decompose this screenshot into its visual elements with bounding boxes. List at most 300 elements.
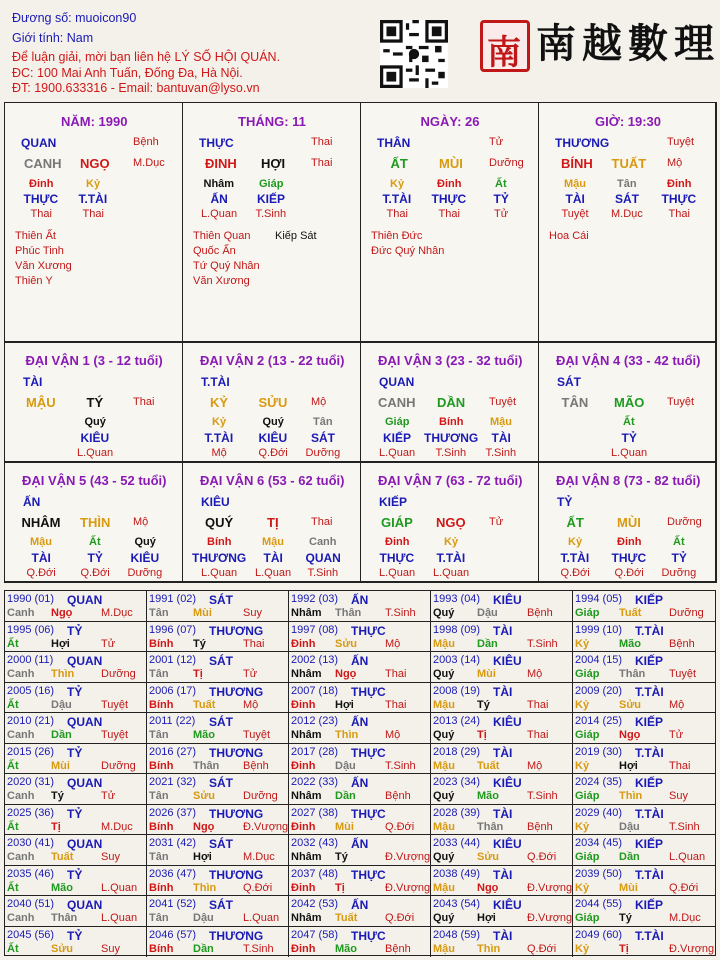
year-cell[interactable] bbox=[289, 683, 431, 714]
year-god: THỰC bbox=[351, 623, 386, 638]
year-stage: Bệnh bbox=[669, 637, 695, 650]
pillar-stage: Tử bbox=[489, 136, 504, 148]
year-cell[interactable] bbox=[5, 652, 147, 683]
year-stem: Mậu bbox=[433, 820, 455, 833]
dai-van-title: ĐẠI VẬN 5 (43 - 52 tuổi) bbox=[22, 473, 167, 488]
hidden-stem: Đinh bbox=[385, 536, 410, 548]
year-god: THƯƠNG bbox=[209, 684, 264, 699]
dai-van-branch: THÌN bbox=[80, 515, 111, 530]
hidden-stem: Nhâm bbox=[203, 178, 235, 190]
year-label: 1998 (09) bbox=[433, 623, 481, 636]
year-cell[interactable] bbox=[147, 805, 289, 836]
year-label: 1999 (10) bbox=[575, 623, 623, 636]
year-stage: Q.Đới bbox=[527, 851, 557, 863]
year-stage: Thai bbox=[243, 637, 265, 650]
year-branch: Ngọ bbox=[335, 668, 357, 680]
year-branch: Ngọ bbox=[477, 881, 499, 894]
year-stage: Tuyệt bbox=[101, 698, 129, 711]
dai-van-branch: SỬU bbox=[258, 395, 288, 410]
year-branch: Dậu bbox=[477, 607, 498, 619]
year-cell[interactable] bbox=[5, 622, 147, 653]
year-stage: Thai bbox=[385, 668, 407, 680]
hidden-stem: Bính bbox=[439, 416, 464, 428]
pillar-cell bbox=[4, 102, 183, 342]
hidden-stage: Thai bbox=[668, 208, 690, 220]
dai-van-cell bbox=[538, 462, 717, 583]
year-label: 2036 (47) bbox=[149, 867, 197, 880]
year-branch: Tị bbox=[193, 668, 203, 680]
year-stage: Đ.Vượng bbox=[669, 942, 715, 955]
year-stem: Bính bbox=[149, 759, 174, 772]
hidden-stage: M.Dục bbox=[611, 208, 643, 220]
year-god: TÀI bbox=[493, 806, 513, 821]
year-cell[interactable] bbox=[289, 927, 431, 958]
dai-van-god: TÀI bbox=[23, 375, 43, 389]
year-label: 2048 (59) bbox=[433, 928, 481, 941]
year-god: QUAN bbox=[67, 776, 103, 790]
hidden-stage: Thai bbox=[82, 208, 104, 220]
hidden-god: THỰC bbox=[379, 551, 415, 565]
year-cell[interactable] bbox=[5, 896, 147, 927]
year-cell[interactable] bbox=[147, 652, 289, 683]
pillar-title: NGÀY: 26 bbox=[420, 114, 480, 129]
dai-van-god: QUAN bbox=[379, 375, 415, 389]
year-stage: Suy bbox=[101, 942, 120, 955]
year-god: QUAN bbox=[67, 837, 103, 851]
year-god: KIẾP bbox=[635, 593, 664, 607]
hidden-stem: Quý bbox=[84, 416, 106, 428]
year-branch: Tị bbox=[335, 881, 345, 894]
year-label: 2016 (27) bbox=[149, 745, 197, 758]
year-god: TỶ bbox=[67, 745, 83, 760]
year-label: 2007 (18) bbox=[291, 684, 339, 697]
dai-van-stage: Tuyệt bbox=[489, 396, 517, 408]
hidden-god: SÁT bbox=[311, 431, 335, 445]
year-cell[interactable] bbox=[147, 927, 289, 958]
year-label: 2034 (45) bbox=[575, 837, 623, 849]
year-god: KIÊU bbox=[493, 776, 522, 790]
year-stage: L.Quan bbox=[101, 881, 138, 894]
phone-email[interactable]: ĐT: 1900.633316 - Email: bantuvan@lyso.vn bbox=[12, 81, 260, 95]
pillar-branch: TUẤT bbox=[611, 156, 647, 171]
year-stem: Đinh bbox=[291, 637, 316, 650]
dai-van-branch: TÝ bbox=[86, 395, 104, 410]
year-cell[interactable] bbox=[289, 744, 431, 775]
year-branch: Tuất bbox=[619, 607, 642, 619]
year-cell[interactable] bbox=[573, 744, 715, 775]
year-cell[interactable] bbox=[5, 835, 147, 866]
year-god: QUAN bbox=[67, 715, 103, 729]
hidden-stem: Mậu bbox=[30, 536, 52, 548]
year-stage: Đ.Vượng bbox=[385, 881, 431, 894]
year-cell[interactable] bbox=[289, 622, 431, 653]
year-stage: Bệnh bbox=[243, 759, 269, 772]
year-branch: Mão bbox=[335, 942, 357, 955]
header bbox=[0, 0, 720, 100]
year-god: TÀI bbox=[493, 867, 513, 882]
dai-van-stem: GIÁP bbox=[381, 515, 413, 530]
year-cell[interactable] bbox=[573, 835, 715, 866]
dai-van-title: ĐẠI VẬN 4 (33 - 42 tuổi) bbox=[556, 353, 701, 368]
year-god: TÀI bbox=[493, 684, 513, 699]
hidden-god: TỶ bbox=[493, 192, 509, 206]
year-cell[interactable] bbox=[147, 713, 289, 744]
year-cell[interactable] bbox=[5, 805, 147, 836]
year-god: T.TÀI bbox=[635, 867, 664, 882]
year-cell[interactable] bbox=[147, 896, 289, 927]
year-stage: Tuyệt bbox=[101, 729, 129, 741]
dai-van-stem: KỶ bbox=[210, 395, 229, 410]
dai-van-cell bbox=[360, 342, 539, 462]
year-cell[interactable] bbox=[431, 896, 573, 927]
year-cell[interactable] bbox=[573, 866, 715, 897]
year-cell[interactable] bbox=[289, 652, 431, 683]
dai-van-cell bbox=[538, 342, 717, 462]
year-label: 2002 (13) bbox=[291, 654, 339, 666]
dai-van-branch: NGỌ bbox=[436, 515, 466, 530]
address: ĐC: 100 Mai Anh Tuấn, Đống Đa, Hà Nội. bbox=[12, 66, 243, 80]
hidden-god: QUAN bbox=[305, 551, 341, 565]
year-god: KIÊU bbox=[493, 898, 522, 912]
year-cell[interactable] bbox=[573, 622, 715, 653]
year-cell[interactable] bbox=[431, 591, 573, 622]
year-label: 2010 (21) bbox=[7, 715, 55, 727]
year-label: 2011 (22) bbox=[149, 715, 196, 727]
year-stage: Suy bbox=[101, 851, 120, 863]
year-god: ẤN bbox=[351, 654, 369, 668]
year-cell[interactable] bbox=[147, 591, 289, 622]
year-cell[interactable] bbox=[147, 866, 289, 897]
year-branch: Mùi bbox=[51, 759, 70, 772]
year-god: TỶ bbox=[67, 684, 83, 699]
year-label: 2047 (58) bbox=[291, 928, 339, 941]
dai-van-stage: Thai bbox=[133, 396, 155, 408]
dai-van-stem: MẬU bbox=[26, 395, 56, 410]
hidden-stage: Dưỡng bbox=[127, 567, 163, 579]
year-branch: Tý bbox=[193, 637, 206, 650]
year-stem: Giáp bbox=[575, 912, 600, 924]
year-cell[interactable] bbox=[573, 774, 715, 805]
year-stem: Canh bbox=[7, 851, 35, 863]
year-stage: Thai bbox=[527, 698, 549, 711]
year-stage: Dưỡng bbox=[101, 668, 136, 680]
hidden-stem: Đinh bbox=[617, 536, 642, 548]
year-cell[interactable] bbox=[147, 774, 289, 805]
hidden-stem: Đinh bbox=[29, 178, 54, 190]
year-stage: Q.Đới bbox=[385, 912, 415, 924]
site-logo: 南越數理 bbox=[536, 20, 720, 67]
year-stage: M.Dục bbox=[669, 912, 701, 924]
year-branch: Sửu bbox=[193, 790, 216, 802]
dai-van-stem: CANH bbox=[378, 395, 416, 410]
year-cell[interactable] bbox=[573, 805, 715, 836]
year-branch: Dậu bbox=[193, 912, 214, 924]
year-branch: Tý bbox=[51, 790, 64, 802]
hidden-stem: Tân bbox=[617, 178, 637, 190]
year-cell[interactable] bbox=[5, 683, 147, 714]
year-branch: Dần bbox=[51, 729, 72, 741]
hidden-stage: Q.Đới bbox=[26, 567, 56, 579]
year-cell[interactable] bbox=[573, 713, 715, 744]
year-stage: T.Sinh bbox=[527, 790, 558, 802]
year-stem: Bính bbox=[149, 637, 174, 650]
year-cell[interactable] bbox=[289, 835, 431, 866]
dai-van-branch: MÙI bbox=[617, 515, 641, 530]
year-cell[interactable] bbox=[573, 927, 715, 958]
hidden-stem: Ất bbox=[623, 416, 635, 428]
year-stem: Quý bbox=[433, 668, 455, 680]
year-god: KIÊU bbox=[493, 715, 522, 729]
owner-name: Đương số: muoicon90 bbox=[12, 11, 137, 25]
year-branch: Thân bbox=[193, 759, 220, 772]
hidden-stem: Đinh bbox=[667, 178, 692, 190]
year-cell[interactable] bbox=[431, 805, 573, 836]
year-cell[interactable] bbox=[573, 591, 715, 622]
red-seal-stamp: 南 bbox=[480, 20, 530, 72]
year-cell[interactable] bbox=[573, 896, 715, 927]
year-cell[interactable] bbox=[431, 683, 573, 714]
hidden-god: THỰC bbox=[611, 551, 647, 565]
year-label: 2033 (44) bbox=[433, 837, 481, 849]
hidden-god: TÀI bbox=[565, 192, 585, 206]
pillar-branch: MÙI bbox=[439, 156, 463, 171]
year-label: 2046 (57) bbox=[149, 928, 197, 941]
year-cell[interactable] bbox=[5, 927, 147, 958]
year-god: THƯƠNG bbox=[209, 623, 264, 638]
year-stem: Mậu bbox=[433, 759, 455, 772]
hidden-god: TÀI bbox=[263, 551, 283, 565]
year-stem: Kỷ bbox=[575, 698, 590, 711]
year-label: 2000 (11) bbox=[7, 654, 54, 666]
year-label: 2031 (42) bbox=[149, 837, 197, 849]
pillar-branch-stage: Thai bbox=[311, 157, 333, 169]
year-cell[interactable] bbox=[431, 652, 573, 683]
year-stem: Nhâm bbox=[291, 912, 322, 924]
hidden-god: THƯƠNG bbox=[424, 431, 479, 445]
year-label: 2035 (46) bbox=[7, 867, 55, 880]
year-stage: Mộ bbox=[669, 698, 685, 711]
year-cell[interactable] bbox=[431, 622, 573, 653]
hidden-god: THƯƠNG bbox=[192, 551, 247, 565]
year-stem: Mậu bbox=[433, 942, 455, 955]
year-label: 2024 (35) bbox=[575, 776, 623, 788]
year-god: T.TÀI bbox=[635, 684, 664, 699]
year-stem: Kỷ bbox=[575, 881, 590, 894]
year-label: 2044 (55) bbox=[575, 898, 623, 910]
year-branch: Dần bbox=[619, 851, 640, 863]
pillar-stem: CANH bbox=[24, 156, 62, 171]
year-cell[interactable] bbox=[431, 744, 573, 775]
year-cell[interactable] bbox=[289, 896, 431, 927]
dai-van-stage: Mộ bbox=[133, 516, 149, 528]
year-label: 1991 (02) bbox=[149, 593, 197, 605]
year-god: KIÊU bbox=[493, 654, 522, 668]
year-stage: Đ.Vượng bbox=[527, 881, 573, 894]
dai-van-god: ẤN bbox=[23, 495, 41, 509]
year-god: KIẾP bbox=[635, 837, 664, 851]
year-branch: Tuất bbox=[477, 759, 500, 772]
year-stage: Dưỡng bbox=[243, 790, 278, 802]
year-cell[interactable] bbox=[431, 835, 573, 866]
pillar-stage: Thai bbox=[311, 136, 333, 148]
year-cell[interactable] bbox=[147, 744, 289, 775]
year-stage: T.Sinh bbox=[385, 607, 416, 619]
year-stage: Mộ bbox=[527, 668, 543, 680]
hidden-stem: Mậu bbox=[262, 536, 284, 548]
year-label: 1993 (04) bbox=[433, 593, 481, 605]
year-cell[interactable] bbox=[5, 591, 147, 622]
year-branch: Hợi bbox=[335, 698, 354, 711]
year-label: 2043 (54) bbox=[433, 898, 481, 910]
year-stem: Nhâm bbox=[291, 729, 322, 741]
year-cell[interactable] bbox=[5, 713, 147, 744]
hidden-stem: Kỷ bbox=[86, 178, 101, 190]
year-cell[interactable] bbox=[289, 591, 431, 622]
year-stem: Quý bbox=[433, 790, 455, 802]
year-cell[interactable] bbox=[289, 805, 431, 836]
year-stem: Giáp bbox=[575, 729, 600, 741]
year-branch: Tị bbox=[477, 729, 487, 741]
year-stage: Bệnh bbox=[385, 790, 411, 802]
year-god: KIÊU bbox=[493, 837, 522, 851]
dai-van-stem: ẤT bbox=[566, 515, 584, 530]
pillar-god: QUAN bbox=[21, 136, 57, 150]
dai-van-branch: TỊ bbox=[267, 515, 279, 530]
year-stem: Tân bbox=[149, 851, 169, 863]
year-label: 2037 (48) bbox=[291, 867, 339, 880]
year-cell[interactable] bbox=[289, 866, 431, 897]
hidden-god: KIÊU bbox=[130, 551, 160, 565]
year-branch: Dậu bbox=[51, 698, 72, 711]
year-branch: Mùi bbox=[477, 668, 496, 680]
year-label: 1996 (07) bbox=[149, 623, 197, 636]
year-cell[interactable] bbox=[431, 927, 573, 958]
year-label: 2006 (17) bbox=[149, 684, 197, 697]
dai-van-cell bbox=[182, 462, 361, 583]
year-stage: Mộ bbox=[385, 729, 401, 741]
year-cell[interactable] bbox=[147, 683, 289, 714]
dai-van-stage: Thai bbox=[311, 516, 333, 528]
year-cell[interactable] bbox=[5, 866, 147, 897]
hidden-god: TỶ bbox=[621, 431, 637, 445]
pillar-title: GIỜ: 19:30 bbox=[595, 114, 662, 129]
hidden-stage: Q.Đới bbox=[614, 567, 644, 579]
year-stage: Tử bbox=[243, 668, 258, 680]
dai-van-title: ĐẠI VẬN 1 (3 - 12 tuổi) bbox=[25, 353, 163, 368]
year-cell[interactable] bbox=[5, 774, 147, 805]
year-stage: T.Sinh bbox=[385, 759, 416, 772]
star-name: Văn Xương bbox=[193, 275, 250, 287]
year-label: 2025 (36) bbox=[7, 806, 55, 819]
year-label: 2013 (24) bbox=[433, 715, 481, 727]
year-stem: Giáp bbox=[575, 668, 600, 680]
year-stem: Quý bbox=[433, 851, 455, 863]
dai-van-god: T.TÀI bbox=[201, 375, 230, 389]
year-stem: Tân bbox=[149, 729, 169, 741]
dai-van-stem: NHÂM bbox=[21, 515, 61, 530]
hidden-stem: Kỷ bbox=[444, 536, 459, 548]
year-stage: Đ.Vượng bbox=[243, 820, 289, 833]
year-branch: Thìn bbox=[51, 668, 75, 680]
gender: Giới tính: Nam bbox=[12, 31, 94, 45]
year-stem: Giáp bbox=[575, 790, 600, 802]
year-cell[interactable] bbox=[431, 713, 573, 744]
dai-van-god: TỶ bbox=[557, 495, 573, 509]
hidden-stem: Kỷ bbox=[390, 178, 405, 190]
hidden-god: TỶ bbox=[671, 551, 687, 565]
year-branch: Sửu bbox=[335, 637, 358, 650]
year-cell[interactable] bbox=[147, 622, 289, 653]
pillar-stage: Tuyệt bbox=[667, 136, 695, 148]
year-cell[interactable] bbox=[5, 744, 147, 775]
year-branch: Tý bbox=[619, 912, 632, 924]
year-label: 2032 (43) bbox=[291, 837, 339, 849]
star-name: Thiên Đức bbox=[371, 230, 423, 242]
year-cell[interactable] bbox=[289, 774, 431, 805]
dai-van-cell bbox=[182, 342, 361, 462]
dai-van-title: ĐẠI VẬN 8 (73 - 82 tuổi) bbox=[556, 473, 701, 488]
year-branch: Dần bbox=[477, 637, 498, 650]
hidden-stem: Ất bbox=[89, 536, 101, 548]
year-branch: Tị bbox=[51, 820, 61, 833]
year-god: THỰC bbox=[351, 928, 386, 943]
qr-code-icon[interactable] bbox=[380, 20, 448, 88]
year-cell[interactable] bbox=[573, 683, 715, 714]
pillar-branch: HỢI bbox=[261, 156, 286, 171]
dai-van-title: ĐẠI VẬN 2 (13 - 22 tuổi) bbox=[200, 353, 345, 368]
hidden-stem: Đinh bbox=[437, 178, 462, 190]
hidden-god: T.TÀI bbox=[436, 551, 466, 565]
hidden-stage: Mộ bbox=[211, 447, 227, 459]
year-stage: T.Sinh bbox=[669, 820, 700, 833]
hidden-stage: L.Quan bbox=[201, 567, 238, 579]
year-stem: Nhâm bbox=[291, 607, 322, 619]
pillar-title: THÁNG: 11 bbox=[238, 114, 306, 129]
dai-van-title: ĐẠI VẬN 7 (63 - 72 tuổi) bbox=[378, 473, 523, 488]
pillar-branch-stage: Dưỡng bbox=[489, 157, 524, 169]
year-cell[interactable] bbox=[573, 652, 715, 683]
year-god: THƯƠNG bbox=[209, 867, 264, 882]
year-cell[interactable] bbox=[431, 774, 573, 805]
year-cell[interactable] bbox=[431, 866, 573, 897]
year-branch: Mùi bbox=[193, 607, 212, 619]
year-stem: Tân bbox=[149, 790, 169, 802]
year-label: 2027 (38) bbox=[291, 806, 339, 819]
annual-luck-table bbox=[4, 590, 716, 956]
year-god: THỰC bbox=[351, 806, 386, 821]
year-stem: Ất bbox=[7, 759, 19, 772]
hidden-stage: Thai bbox=[386, 208, 408, 220]
year-label: 1992 (03) bbox=[291, 593, 339, 605]
year-cell[interactable] bbox=[147, 835, 289, 866]
star-name: Đức Quý Nhân bbox=[371, 245, 445, 257]
year-god: QUAN bbox=[67, 898, 103, 912]
year-stem: Canh bbox=[7, 790, 35, 802]
year-god: KIẾP bbox=[635, 715, 664, 729]
hidden-stem: Kỷ bbox=[212, 416, 227, 428]
year-cell[interactable] bbox=[289, 713, 431, 744]
year-god: TÀI bbox=[493, 623, 513, 638]
year-branch: Tuất bbox=[335, 912, 358, 924]
year-label: 2020 (31) bbox=[7, 776, 55, 788]
hidden-stage: L.Quan bbox=[379, 567, 416, 579]
year-stem: Bính bbox=[149, 820, 174, 833]
year-branch: Thìn bbox=[477, 942, 501, 955]
hidden-stem: Tân bbox=[313, 416, 333, 428]
year-stage: Q.Đới bbox=[385, 820, 415, 833]
pillar-stem: ĐINH bbox=[205, 156, 237, 171]
year-stem: Tân bbox=[149, 668, 169, 680]
